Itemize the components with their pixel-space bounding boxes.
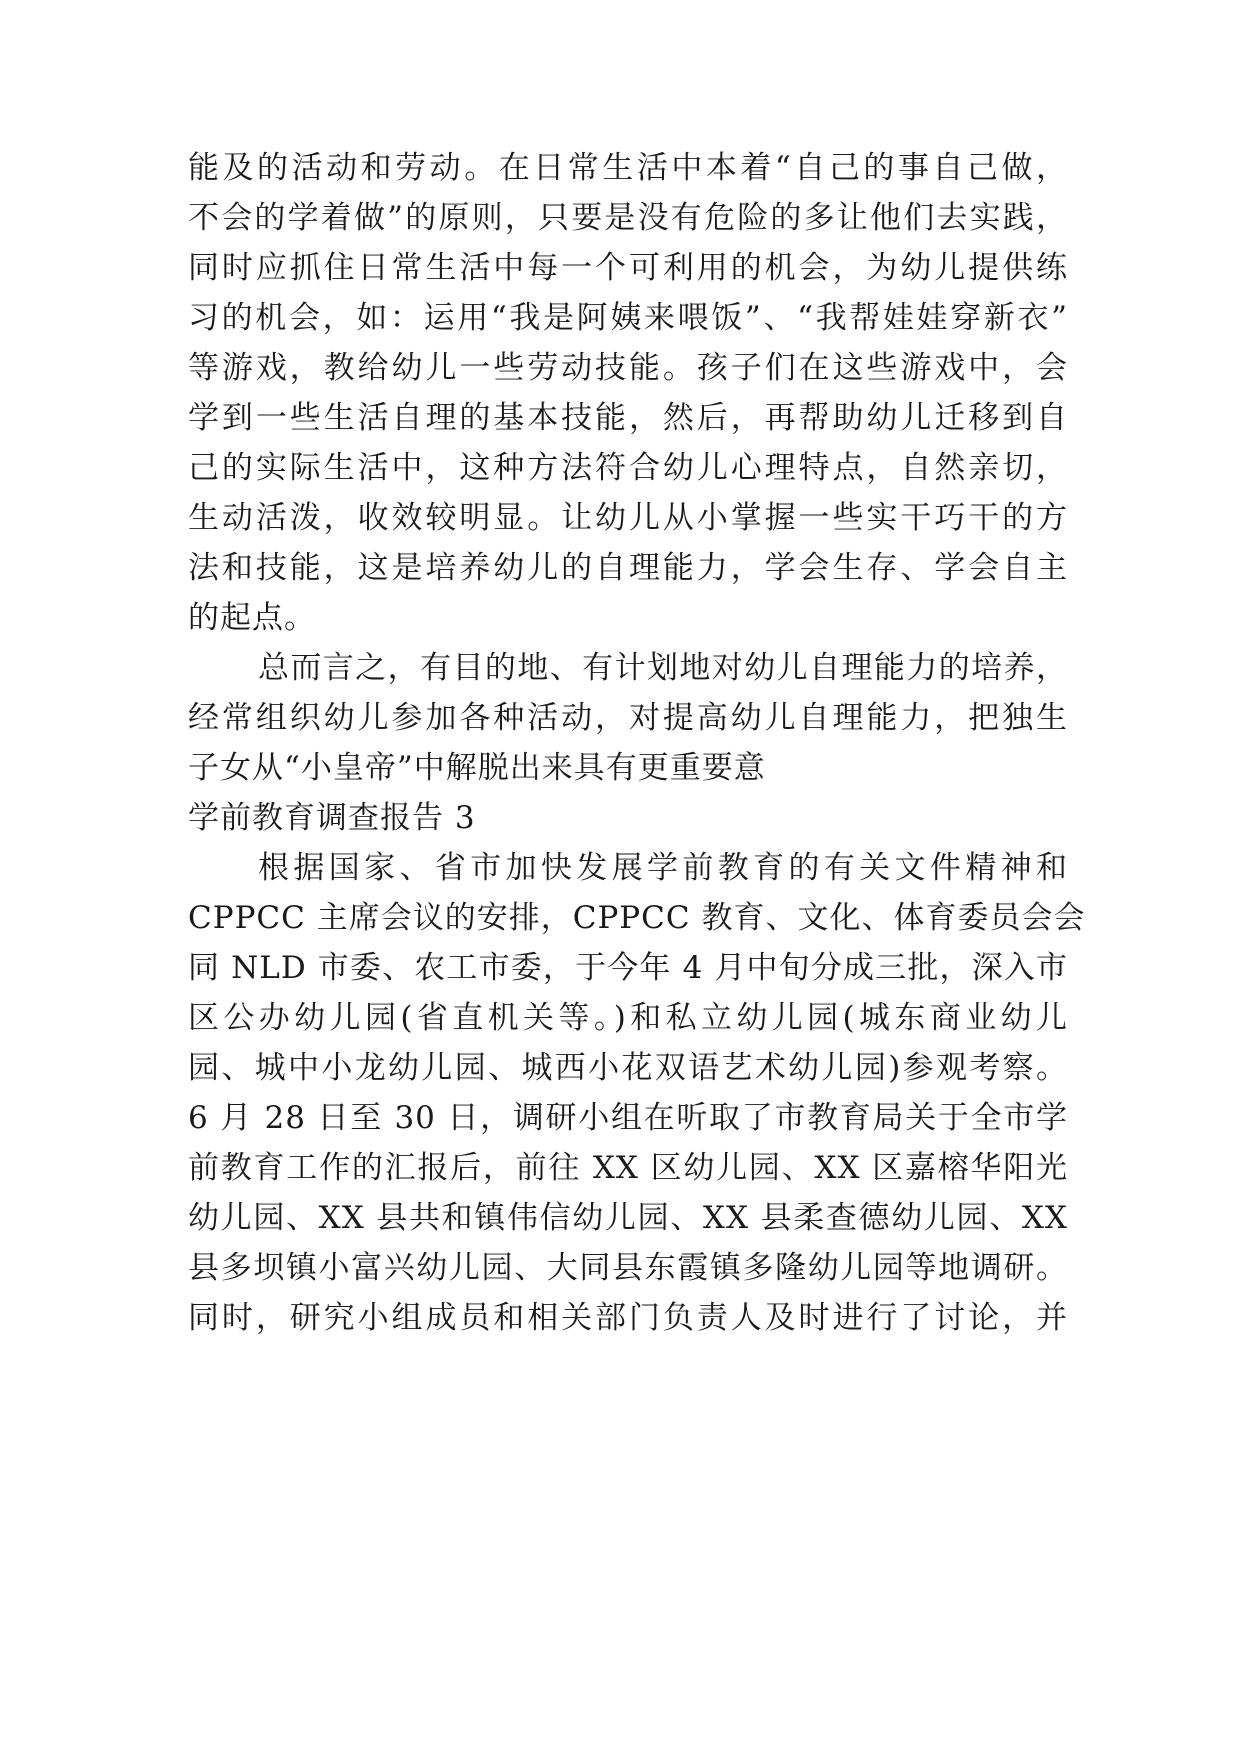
text-line: 法和技能，这是培养幼儿的自理能力，学会生存、学会自主 (188, 550, 1068, 586)
text-line: 县多坝镇小富兴幼儿园、大同县东霞镇多隆幼儿园等地调研。 (188, 1250, 1068, 1286)
text-line: 幼儿园、XX 县共和镇伟信幼儿园、XX 县柔查德幼儿园、XX (188, 1200, 1068, 1236)
text-line: 子女从“小皇帝”中解脱出来具有更重要意 (188, 750, 766, 786)
text-line: 能及的活动和劳动。在日常生活中本着“自己的事自己做， (188, 150, 1068, 186)
text-line: 6 月 28 日至 30 日，调研小组在听取了市教育局关于全市学 (188, 1100, 1068, 1136)
section-heading: 学前教育调查报告 3 (188, 800, 476, 836)
text-line: 等游戏，教给幼儿一些劳动技能。孩子们在这些游戏中，会 (188, 350, 1068, 386)
text-line: 园、城中小龙幼儿园、城西小花双语艺术幼儿园)参观考察。 (188, 1050, 1068, 1086)
text-line: 同时应抓住日常生活中每一个可利用的机会，为幼儿提供练 (188, 250, 1068, 286)
text-line: 不会的学着做”的原则，只要是没有危险的多让他们去实践， (188, 200, 1068, 236)
text-line: 生动活泼，收效较明显。让幼儿从小掌握一些实干巧干的方 (188, 500, 1068, 536)
text-line: 同 NLD 市委、农工市委，于今年 4 月中旬分成三批，深入市 (188, 950, 1068, 986)
text-line: 前教育工作的汇报后，前往 XX 区幼儿园、XX 区嘉榕华阳光 (188, 1150, 1068, 1186)
text-line: 己的实际生活中，这种方法符合幼儿心理特点，自然亲切， (188, 450, 1068, 486)
text-line: 经常组织幼儿参加各种活动，对提高幼儿自理能力，把独生 (188, 700, 1068, 736)
text-line: 总而言之，有目的地、有计划地对幼儿自理能力的培养， (258, 650, 1068, 686)
text-line: 根据国家、省市加快发展学前教育的有关文件精神和 (258, 850, 1068, 886)
text-line: 的起点。 (188, 600, 316, 636)
text-line: CPPCC 主席会议的安排，CPPCC 教育、文化、体育委员会会 (188, 900, 1086, 936)
text-line: 学到一些生活自理的基本技能，然后，再帮助幼儿迁移到自 (188, 400, 1068, 436)
text-line: 习的机会，如：运用“我是阿姨来喂饭”、“我帮娃娃穿新衣” (188, 300, 1068, 336)
text-line: 区公办幼儿园(省直机关等。)和私立幼儿园(城东商业幼儿 (188, 1000, 1068, 1036)
text-line: 同时，研究小组成员和相关部门负责人及时进行了讨论，并 (188, 1300, 1068, 1336)
